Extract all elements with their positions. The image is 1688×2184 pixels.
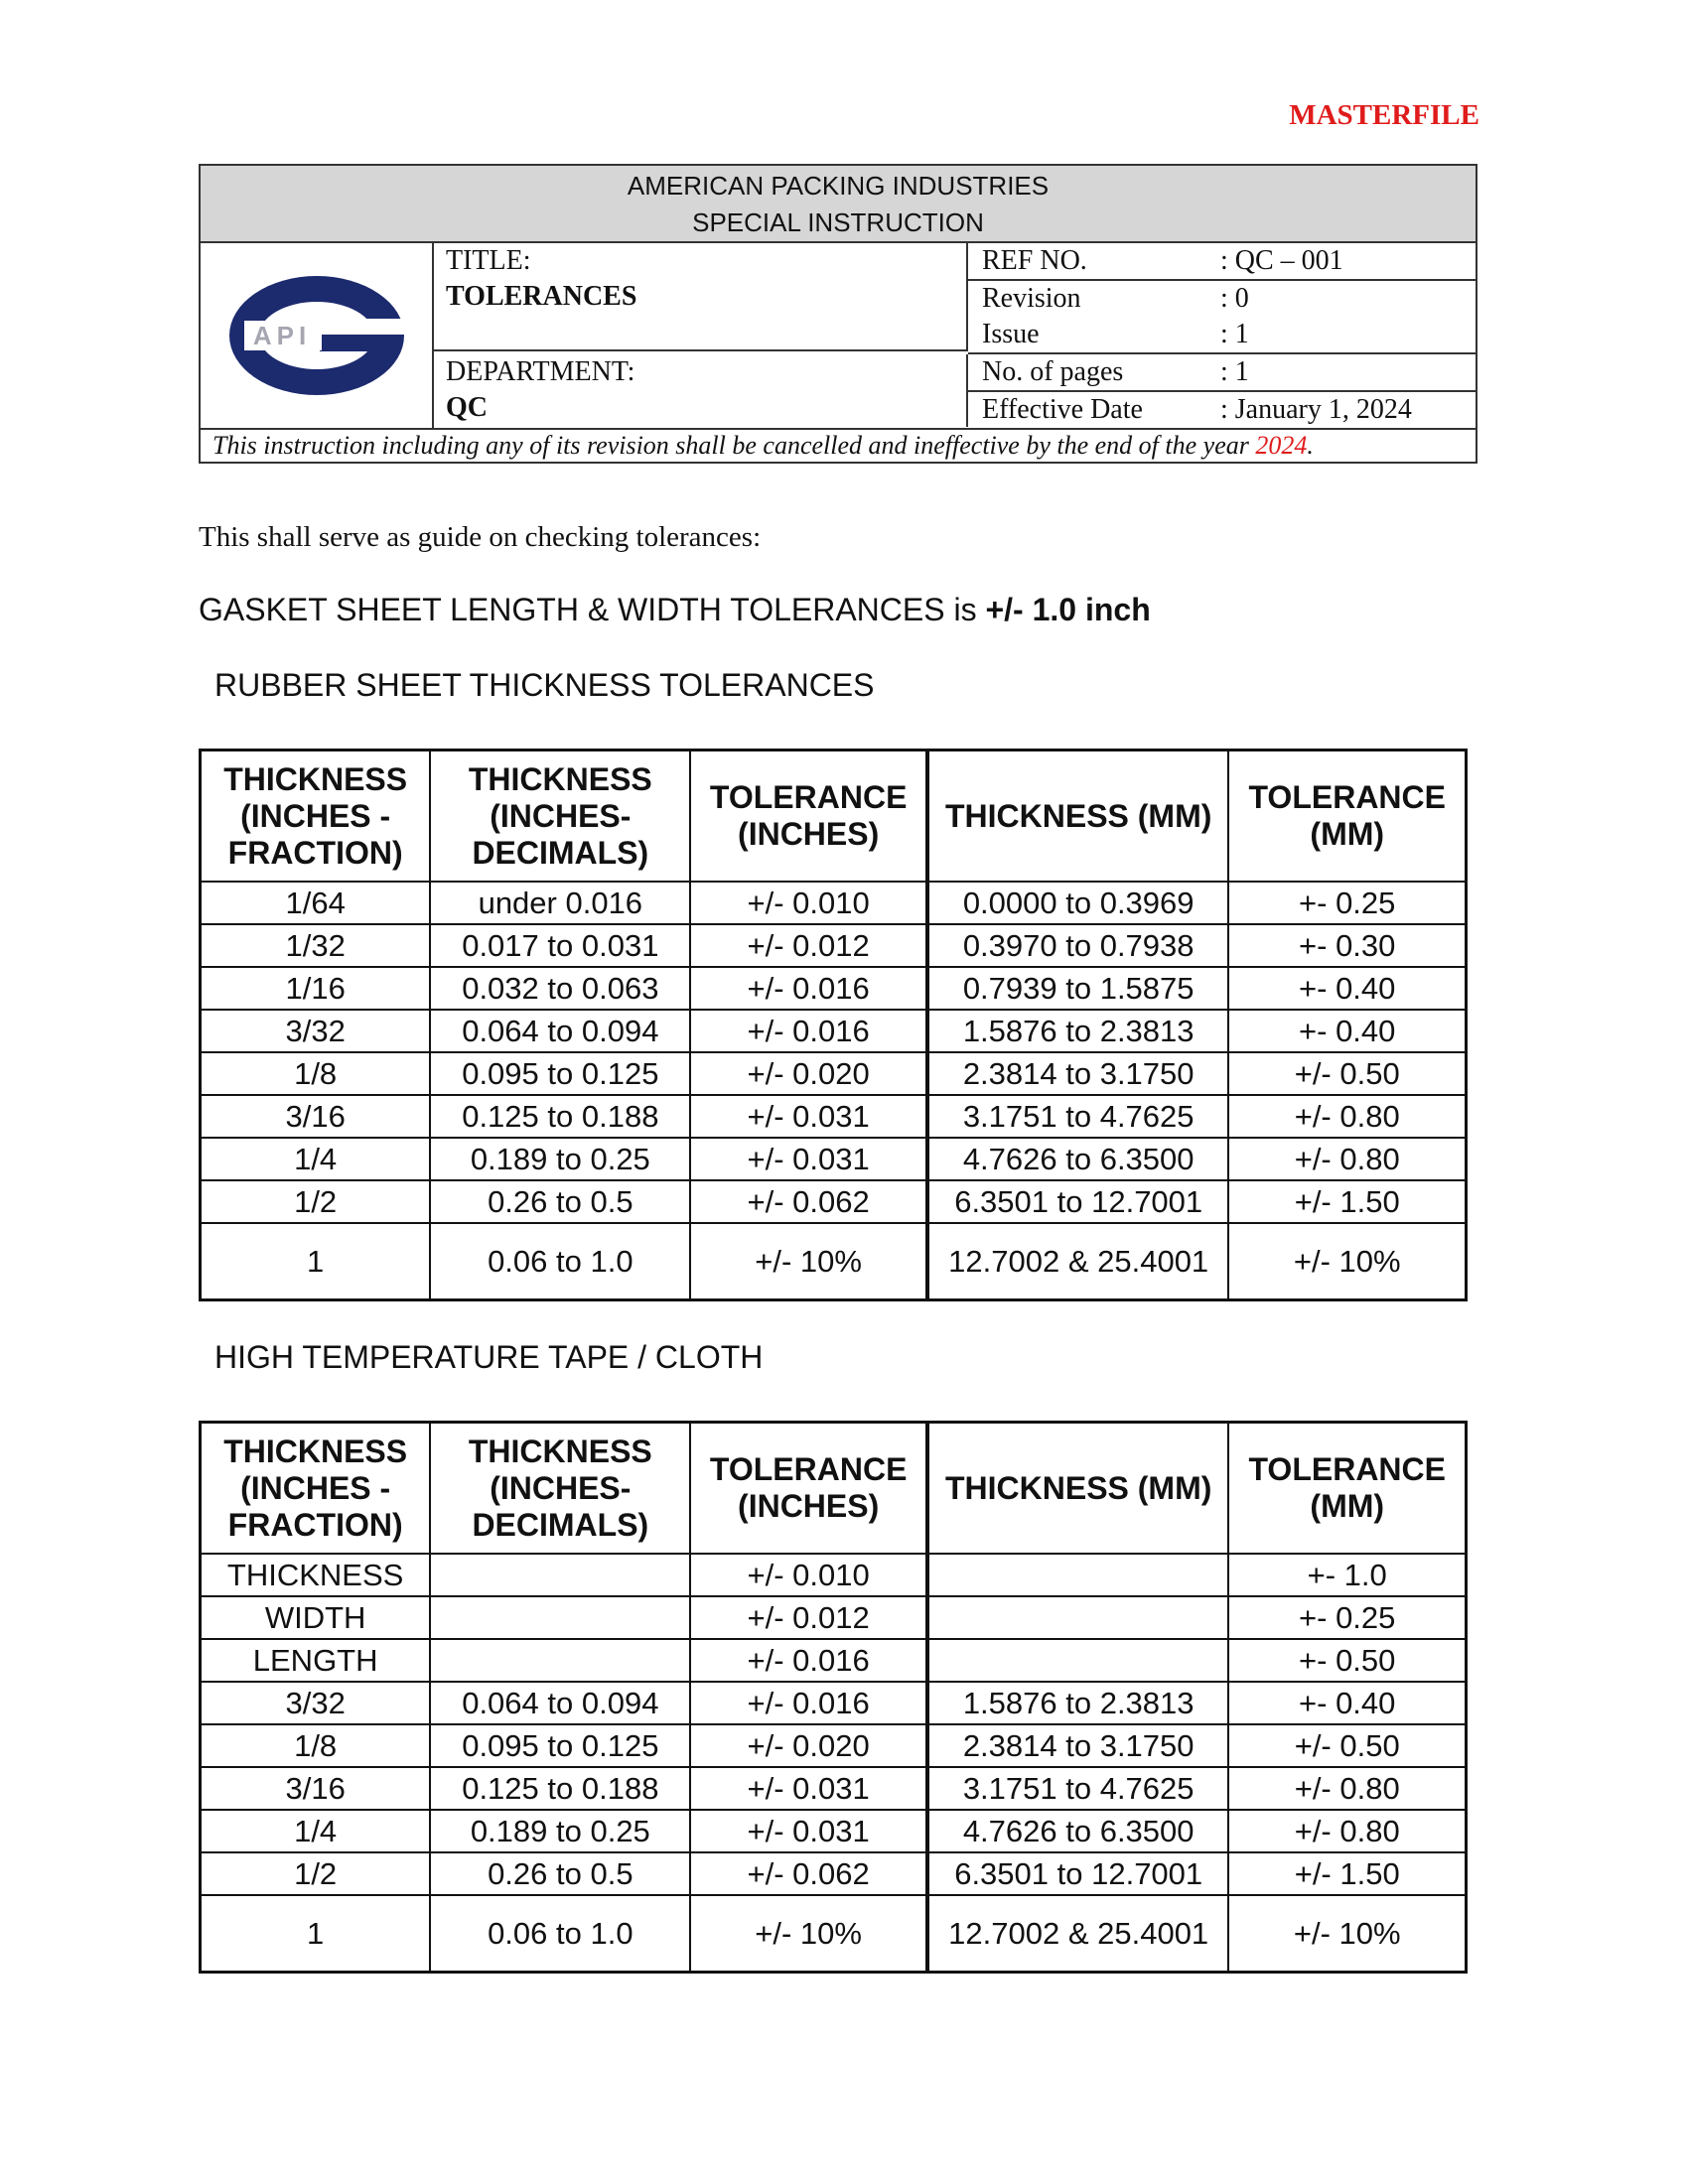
column-header: TOLERANCE (MM) <box>1228 751 1466 883</box>
table-cell <box>927 1596 1229 1639</box>
table-cell: 0.125 to 0.188 <box>430 1095 690 1138</box>
table-cell: +/- 0.010 <box>690 882 927 924</box>
table-cell: 0.189 to 0.25 <box>430 1138 690 1180</box>
table-cell: 1.5876 to 2.3813 <box>927 1010 1229 1052</box>
table-cell: 1/16 <box>201 967 431 1010</box>
table-cell: +/- 1.50 <box>1228 1852 1466 1895</box>
table-cell <box>430 1639 690 1682</box>
tape-table-body <box>201 1554 1467 1973</box>
table-cell: +/- 0.062 <box>690 1180 927 1223</box>
logo-text: API <box>252 321 311 350</box>
department-cell <box>434 354 968 427</box>
table-cell: +/- 0.80 <box>1228 1138 1466 1180</box>
api-logo <box>224 273 409 398</box>
validity-note-text: This instruction including any of its revision shall be cancelled and ineffective by the end of the year <box>212 431 1256 460</box>
table-cell <box>927 1639 1229 1682</box>
table-cell: 3/32 <box>201 1010 431 1052</box>
table-cell: 1/8 <box>201 1052 431 1095</box>
table-cell: 1/2 <box>201 1852 431 1895</box>
table-cell: 0.7939 to 1.5875 <box>927 967 1229 1010</box>
table-cell: +/- 10% <box>1228 1223 1466 1300</box>
table-row <box>201 1895 1467 1973</box>
masterfile-mark: MASTERFILE <box>1289 99 1479 131</box>
table-cell: 0.064 to 0.094 <box>430 1682 690 1724</box>
table-cell: +/- 1.50 <box>1228 1180 1466 1223</box>
table-cell: +- 0.50 <box>1228 1639 1466 1682</box>
table-row <box>201 1810 1467 1852</box>
revision-value: : 0 <box>1220 283 1249 314</box>
effective-date-label: Effective Date <box>982 394 1143 425</box>
revision-row <box>968 281 1476 317</box>
table-cell: 0.0000 to 0.3969 <box>927 882 1229 924</box>
table-cell: +/- 0.012 <box>690 1596 927 1639</box>
table-cell: +/- 0.031 <box>690 1810 927 1852</box>
table-cell: 3/16 <box>201 1095 431 1138</box>
intro-text: This shall serve as guide on checking tolerances: <box>199 521 762 553</box>
table-cell: +- 0.40 <box>1228 1682 1466 1724</box>
header-band <box>201 166 1476 243</box>
table-cell: 0.06 to 1.0 <box>430 1223 690 1300</box>
tape-tolerance-table <box>199 1421 1468 1974</box>
table-cell: 1/32 <box>201 924 431 967</box>
header-grid <box>201 243 1476 430</box>
table-cell: 0.095 to 0.125 <box>430 1724 690 1767</box>
ref-info-bottom <box>968 354 1476 428</box>
column-header: THICKNESS (INCHES - FRACTION) <box>201 1423 431 1555</box>
table-row <box>201 1639 1467 1682</box>
table-cell: +/- 0.50 <box>1228 1052 1466 1095</box>
validity-note <box>201 430 1476 462</box>
column-header: THICKNESS (INCHES - FRACTION) <box>201 751 431 883</box>
table-cell: 0.125 to 0.188 <box>430 1767 690 1810</box>
table-row <box>201 1095 1467 1138</box>
company-name: AMERICAN PACKING INDUSTRIES <box>627 171 1050 201</box>
ref-no-value: : QC – 001 <box>1220 245 1343 276</box>
table-cell: +/- 0.016 <box>690 1639 927 1682</box>
pages-row <box>968 354 1476 392</box>
table-cell: +/- 0.80 <box>1228 1767 1466 1810</box>
table-cell: +- 0.25 <box>1228 1596 1466 1639</box>
table-cell: 2.3814 to 3.1750 <box>927 1724 1229 1767</box>
table-row <box>201 1010 1467 1052</box>
table-cell: +/- 0.80 <box>1228 1095 1466 1138</box>
column-header: THICKNESS (INCHES- DECIMALS) <box>430 1423 690 1555</box>
issue-label: Issue <box>982 319 1040 349</box>
table-cell: +/- 10% <box>1228 1895 1466 1973</box>
table-cell: 2.3814 to 3.1750 <box>927 1052 1229 1095</box>
table-cell: 1 <box>201 1223 431 1300</box>
table-row <box>201 1724 1467 1767</box>
table-cell: 0.032 to 0.063 <box>430 967 690 1010</box>
column-header: THICKNESS (MM) <box>927 751 1229 883</box>
table-cell: 0.095 to 0.125 <box>430 1052 690 1095</box>
table-cell: 1/4 <box>201 1138 431 1180</box>
table-row <box>201 924 1467 967</box>
table-cell: +/- 0.016 <box>690 1682 927 1724</box>
table-cell: 0.26 to 0.5 <box>430 1852 690 1895</box>
table-cell: +/- 0.020 <box>690 1052 927 1095</box>
table-cell: +/- 10% <box>690 1223 927 1300</box>
table-cell: +- 0.30 <box>1228 924 1466 967</box>
table-cell: 0.26 to 0.5 <box>430 1180 690 1223</box>
validity-note-end: . <box>1307 431 1314 460</box>
table-cell: +/- 0.50 <box>1228 1724 1466 1767</box>
department-value: QC <box>446 392 488 423</box>
table-row <box>201 967 1467 1010</box>
title-value: TOLERANCES <box>446 281 637 312</box>
column-header: TOLERANCE (MM) <box>1228 1423 1466 1555</box>
table-cell: 1.5876 to 2.3813 <box>927 1682 1229 1724</box>
issue-row <box>968 317 1476 352</box>
gasket-value: +/- 1.0 inch <box>985 592 1151 627</box>
table-cell: +/- 0.80 <box>1228 1810 1466 1852</box>
ref-info-top <box>968 243 1476 354</box>
table-cell: +/- 0.020 <box>690 1724 927 1767</box>
table-cell: 1 <box>201 1895 431 1973</box>
column-header: TOLERANCE (INCHES) <box>690 751 927 883</box>
logo-cell <box>201 243 434 428</box>
table-row <box>201 1554 1467 1596</box>
rubber-tolerance-table <box>199 749 1468 1301</box>
department-label: DEPARTMENT: <box>446 356 635 387</box>
table-cell: 0.064 to 0.094 <box>430 1010 690 1052</box>
table-cell: 12.7002 & 25.4001 <box>927 1223 1229 1300</box>
table-cell: 6.3501 to 12.7001 <box>927 1852 1229 1895</box>
table-row <box>201 1767 1467 1810</box>
table-cell: +/- 0.062 <box>690 1852 927 1895</box>
table-header-row <box>201 1423 1467 1555</box>
table-cell <box>430 1554 690 1596</box>
table-cell: 4.7626 to 6.3500 <box>927 1810 1229 1852</box>
revision-label: Revision <box>982 283 1081 314</box>
document-header <box>199 164 1477 464</box>
column-header: THICKNESS (MM) <box>927 1423 1229 1555</box>
table-cell: +/- 0.031 <box>690 1095 927 1138</box>
table-row <box>201 1596 1467 1639</box>
tape-section-title: HIGH TEMPERATURE TAPE / CLOTH <box>214 1339 764 1375</box>
table-row <box>201 1682 1467 1724</box>
table-cell: LENGTH <box>201 1639 431 1682</box>
rubber-table-body <box>201 882 1467 1300</box>
table-cell: 1/4 <box>201 1810 431 1852</box>
table-cell: 0.017 to 0.031 <box>430 924 690 967</box>
title-cell <box>434 243 968 351</box>
table-cell: 0.06 to 1.0 <box>430 1895 690 1973</box>
table-cell: under 0.016 <box>430 882 690 924</box>
table-cell <box>430 1596 690 1639</box>
table-cell: 12.7002 & 25.4001 <box>927 1895 1229 1973</box>
table-cell: +/- 0.010 <box>690 1554 927 1596</box>
table-cell: +/- 10% <box>690 1895 927 1973</box>
table-cell: +/- 0.012 <box>690 924 927 967</box>
table-cell: 3/32 <box>201 1682 431 1724</box>
table-cell: +/- 0.031 <box>690 1138 927 1180</box>
table-cell: 4.7626 to 6.3500 <box>927 1138 1229 1180</box>
table-cell: 3.1751 to 4.7625 <box>927 1767 1229 1810</box>
gasket-tolerance <box>199 592 1151 628</box>
table-cell: 1/64 <box>201 882 431 924</box>
column-header: THICKNESS (INCHES- DECIMALS) <box>430 751 690 883</box>
table-row <box>201 1138 1467 1180</box>
pages-value: : 1 <box>1220 356 1249 387</box>
table-row <box>201 1052 1467 1095</box>
table-row <box>201 1180 1467 1223</box>
table-cell: +- 0.40 <box>1228 967 1466 1010</box>
table-cell <box>927 1554 1229 1596</box>
effective-date-row <box>968 392 1476 428</box>
table-cell: +/- 0.016 <box>690 1010 927 1052</box>
issue-value: : 1 <box>1220 319 1249 349</box>
table-cell: 3.1751 to 4.7625 <box>927 1095 1229 1138</box>
ref-no-row <box>968 243 1476 281</box>
table-cell: 1/8 <box>201 1724 431 1767</box>
table-cell: +/- 0.016 <box>690 967 927 1010</box>
table-cell: 0.189 to 0.25 <box>430 1810 690 1852</box>
title-label: TITLE: <box>446 245 531 276</box>
rubber-section-title: RUBBER SHEET THICKNESS TOLERANCES <box>214 667 875 703</box>
table-cell: 0.3970 to 0.7938 <box>927 924 1229 967</box>
table-cell: +- 1.0 <box>1228 1554 1466 1596</box>
gasket-text: GASKET SHEET LENGTH & WIDTH TOLERANCES is <box>199 592 986 627</box>
table-cell: +- 0.25 <box>1228 882 1466 924</box>
pages-label: No. of pages <box>982 356 1124 387</box>
effective-date-value: : January 1, 2024 <box>1220 394 1412 425</box>
table-cell: +/- 0.031 <box>690 1767 927 1810</box>
table-cell: 3/16 <box>201 1767 431 1810</box>
table-cell: +- 0.40 <box>1228 1010 1466 1052</box>
column-header: TOLERANCE (INCHES) <box>690 1423 927 1555</box>
table-header-row <box>201 751 1467 883</box>
table-cell: 1/2 <box>201 1180 431 1223</box>
table-cell: THICKNESS <box>201 1554 431 1596</box>
table-cell: 6.3501 to 12.7001 <box>927 1180 1229 1223</box>
table-row <box>201 1223 1467 1300</box>
ref-no-label: REF NO. <box>982 245 1087 276</box>
table-row <box>201 882 1467 924</box>
table-cell: WIDTH <box>201 1596 431 1639</box>
table-row <box>201 1852 1467 1895</box>
document-type: SPECIAL INSTRUCTION <box>692 207 984 237</box>
validity-note-year: 2024 <box>1255 431 1308 460</box>
